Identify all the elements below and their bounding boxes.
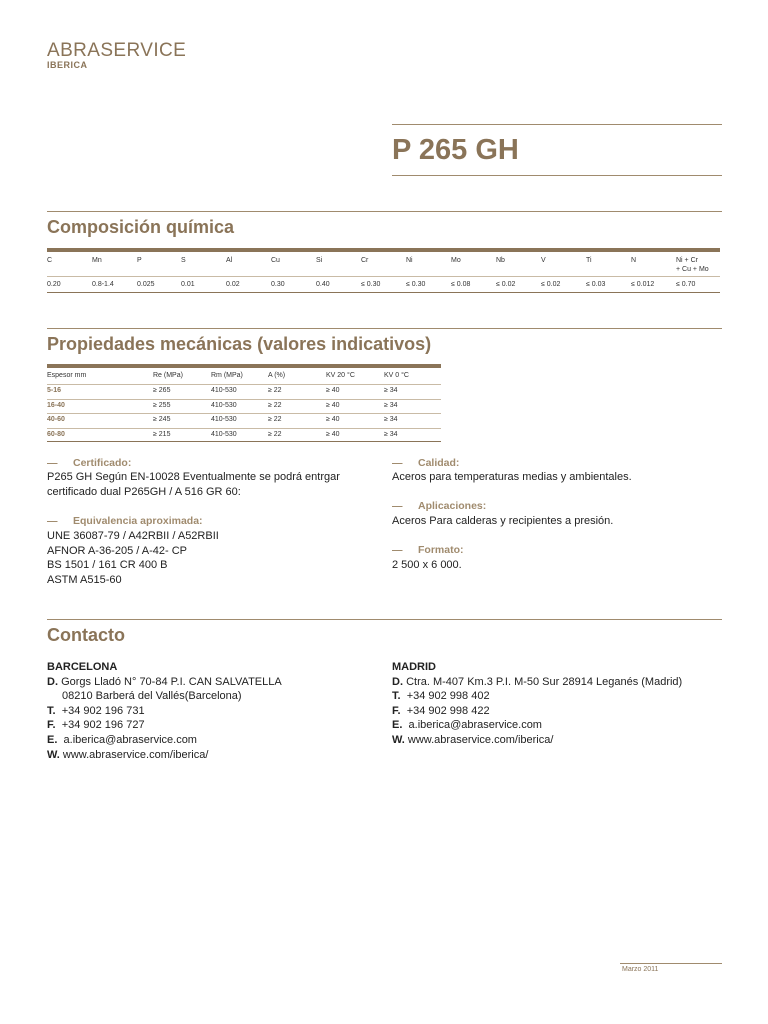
certificate-text: P265 GH Según EN-10028 Eventualmente se podrá entrgar certificado dual P265GH / A 516 GR 60: [47, 471, 340, 498]
equivalence-line: AFNOR A-36-205 / A-42- CP [47, 544, 187, 557]
composition-heading: Composición química [47, 217, 235, 237]
mechanical-value-cell: ≥ 40 [326, 387, 340, 394]
mechanical-header-cell: KV 20 °C [326, 372, 355, 379]
mechanical-value-cell: 410-530 [211, 430, 237, 438]
madrid-block: MADRID D. Ctra. M-407 Km.3 P.I. M-50 Sur 28914 Leganés (Madrid) T. +34 902 998 402 F. +34 902 998 422 E. a.iberica@abraservice.com W. www.abraservice.com/iberica/ [392, 661, 683, 746]
composition-header-cell: Ti [586, 257, 592, 264]
composition-value-cell: 0.30 [271, 281, 285, 288]
page-title: P 265 GH [392, 134, 519, 166]
barcelona-address-2: 08210 Barberá del Vallés(Barcelona) [62, 690, 242, 703]
mechanical-row-rule [47, 399, 441, 400]
composition-value-cell: ≤ 0.70 [676, 281, 696, 288]
mechanical-row-rule [47, 428, 441, 429]
mechanical-thickness-cell: 16-40 [47, 401, 65, 409]
mechanical-thickness-cell: 60-80 [47, 430, 65, 438]
certificate-label: — Certificado: [47, 457, 132, 469]
composition-rule [47, 211, 722, 212]
applications-text: Aceros Para calderas y recipientes a presión. [392, 515, 614, 527]
madrid-city: MADRID [392, 661, 436, 673]
format-text: 2 500 x 6 000. [392, 559, 462, 571]
mechanical-value-cell: ≥ 245 [153, 416, 171, 423]
mechanical-value-cell: ≥ 40 [326, 401, 340, 409]
mechanical-value-cell: ≥ 215 [153, 430, 171, 438]
madrid-address: Ctra. M-407 Km.3 P.I. M-50 Sur 28914 Leganés (Madrid) [406, 675, 683, 688]
composition-value-cell: ≤ 0.30 [361, 281, 381, 288]
composition-table-bottom [47, 292, 720, 293]
brand-logo [47, 42, 186, 70]
composition-value-cell: 0.20 [47, 281, 61, 288]
composition-header-cell: P [137, 257, 142, 264]
mechanical-table-bottom [47, 441, 441, 442]
mechanical-value-cell: ≥ 22 [268, 401, 282, 409]
title-top-rule [392, 124, 722, 125]
title-bottom-rule [392, 175, 722, 176]
composition-header-rule [47, 276, 720, 277]
mechanical-header-cell: A (%) [268, 372, 286, 379]
barcelona-block: BARCELONA D. Gorgs Lladó N° 70-84 P.I. CAN SALVATELLA 08210 Barberá del Vallés(Barcelona) T. +34 902 196 731 F. +34 902 196 727 E. a.iberica@abraservice.com W. www.abraservice.com/iberica/ [47, 661, 282, 761]
composition-header-cell: N [631, 257, 637, 264]
mechanical-value-cell: ≥ 34 [384, 401, 398, 409]
madrid-email[interactable]: a.iberica@abraservice.com [408, 719, 542, 732]
composition-header-cell: Al [226, 257, 233, 264]
composition-header-cell: Cr [361, 257, 369, 264]
mechanical-heading: Propiedades mecánicas (valores indicativos) [47, 334, 432, 354]
composition-header-cell: Cu [271, 257, 280, 264]
composition-value-cell: ≤ 0.08 [451, 281, 471, 288]
composition-value-cell: ≤ 0.03 [586, 281, 606, 288]
mechanical-thickness-cell: 40-60 [47, 416, 65, 423]
composition-header-cell: Mo [451, 257, 461, 264]
composition-header-cell: Nb [496, 257, 505, 264]
madrid-fax: +34 902 998 422 [406, 704, 490, 717]
quality-label: — Calidad: [392, 457, 460, 469]
composition-value-cell: ≤ 0.02 [496, 281, 516, 288]
mechanical-value-cell: ≥ 22 [268, 416, 282, 423]
mechanical-value-cell: 410-530 [211, 401, 237, 409]
composition-header-cell: C [47, 257, 53, 264]
barcelona-phone: +34 902 196 731 [61, 704, 145, 717]
barcelona-fax: +34 902 196 727 [61, 719, 145, 732]
composition-value-cell: 0.01 [181, 281, 195, 288]
composition-header-cell: Ni [406, 257, 413, 264]
composition-header-cell: Si [316, 257, 323, 264]
mechanical-value-cell: 410-530 [211, 387, 237, 394]
barcelona-website[interactable]: www.abraservice.com/iberica/ [62, 748, 209, 761]
equivalence-line: ASTM A515-60 [47, 573, 122, 586]
mechanical-value-cell: ≥ 255 [153, 401, 171, 409]
mechanical-value-cell: ≥ 22 [268, 387, 282, 394]
composition-value-cell: 0.40 [316, 281, 330, 288]
mechanical-value-cell: ≥ 34 [384, 416, 398, 423]
quality-text: Aceros para temperaturas medias y ambientales. [392, 471, 632, 483]
brand-name: ABRASERVICE [47, 40, 187, 61]
mechanical-header-cell: Rm (MPa) [211, 372, 243, 379]
composition-value-cell: 0.025 [137, 281, 155, 288]
barcelona-address: Gorgs Lladó N° 70-84 P.I. CAN SALVATELLA [61, 675, 282, 688]
brand-sub: IBERICA [47, 60, 88, 70]
barcelona-city: BARCELONA [47, 661, 118, 673]
madrid-phone: +34 902 998 402 [406, 690, 490, 703]
applications-label: — Aplicaciones: [392, 500, 487, 512]
equivalence-line: UNE 36087-79 / A42RBII / A52RBII [47, 530, 219, 542]
composition-header-cell: S [181, 257, 186, 264]
mechanical-row-rule [47, 413, 441, 414]
composition-value-cell: ≤ 0.02 [541, 281, 561, 288]
mechanical-value-cell: ≥ 34 [384, 387, 398, 394]
composition-table-top [47, 248, 720, 252]
contact-rule [47, 619, 722, 620]
mechanical-header-cell: Espesor mm [47, 372, 87, 379]
footer-date: Marzo 2011 [622, 966, 659, 973]
mechanical-value-cell: ≥ 40 [326, 430, 340, 438]
mechanical-value-cell: ≥ 40 [326, 416, 340, 423]
mechanical-value-cell: ≥ 22 [268, 430, 282, 438]
mechanical-row-rule [47, 384, 441, 385]
composition-header-cell: V [541, 257, 546, 264]
footer-rule [620, 963, 722, 964]
mechanical-table-top [47, 364, 441, 368]
composition-header-cell: Ni + Cr + Cu + Mo [676, 257, 709, 273]
composition-value-cell: ≤ 0.30 [406, 281, 426, 288]
equivalence-label: — Equivalencia aproximada: [47, 515, 203, 527]
composition-value-cell: ≤ 0.012 [631, 281, 655, 288]
composition-value-cell: 0.8-1.4 [92, 281, 114, 288]
mechanical-header-cell: KV 0 °C [384, 372, 409, 379]
mechanical-header-cell: Re (MPa) [153, 372, 183, 379]
mechanical-thickness-cell: 5-16 [47, 387, 62, 394]
equivalence-list [47, 529, 219, 587]
madrid-website[interactable]: www.abraservice.com/iberica/ [407, 733, 554, 746]
format-label: — Formato: [392, 544, 464, 556]
barcelona-email[interactable]: a.iberica@abraservice.com [63, 733, 197, 746]
composition-header-cell: Mn [92, 257, 102, 264]
mechanical-value-cell: ≥ 265 [153, 387, 171, 394]
composition-value-cell: 0.02 [226, 281, 240, 288]
mechanical-rule [47, 328, 722, 329]
equivalence-line: BS 1501 / 161 CR 400 B [47, 559, 168, 572]
mechanical-value-cell: ≥ 34 [384, 430, 398, 438]
mechanical-value-cell: 410-530 [211, 416, 237, 423]
contact-heading: Contacto [47, 625, 125, 645]
